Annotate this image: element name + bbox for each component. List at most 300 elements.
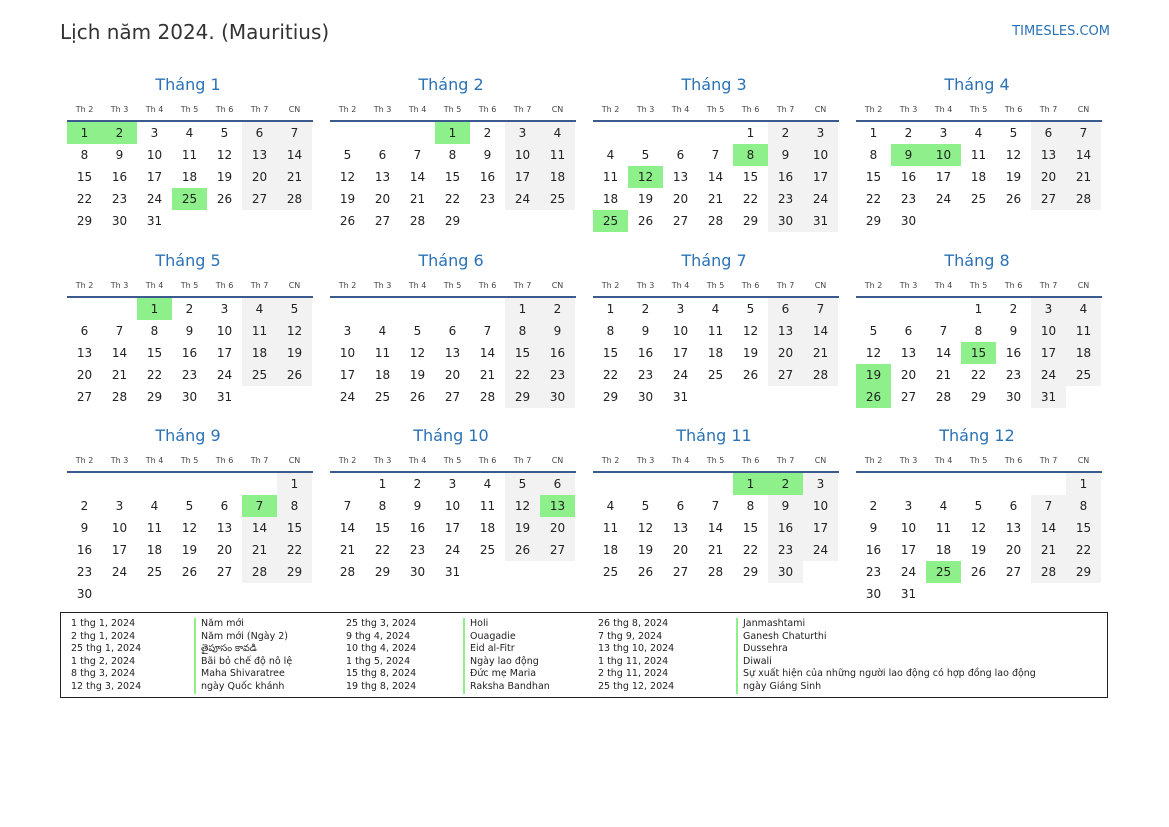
day-cell: 24 xyxy=(803,188,838,210)
legend-date: 13 thg 10, 2024 xyxy=(598,643,675,655)
day-cell: 29 xyxy=(1066,561,1101,583)
empty-cell xyxy=(330,473,365,495)
day-cell: 20 xyxy=(672,192,689,206)
day-cell: 25 xyxy=(602,565,619,579)
day-cell: 15 xyxy=(277,517,312,539)
day-cell: 6 xyxy=(242,122,277,144)
day-cell: 5 xyxy=(641,148,650,162)
day-cell: 17 xyxy=(505,166,540,188)
day-cell: 8 xyxy=(606,324,615,338)
empty-cell xyxy=(593,122,628,144)
day-cell: 6 xyxy=(220,499,229,513)
day-grid xyxy=(67,298,313,408)
legend-names-2 xyxy=(463,618,550,694)
legend-names-3 xyxy=(736,618,1036,694)
legend-date: 19 thg 8, 2024 xyxy=(346,680,417,692)
day-cell: 31 xyxy=(146,214,163,228)
weekday-label: Th 2 xyxy=(601,456,620,465)
month-7 xyxy=(593,250,839,408)
day-cell: 7 xyxy=(277,122,312,144)
weekday-label: CN xyxy=(551,105,564,114)
day-cell: 31 xyxy=(216,390,233,404)
weekday-header xyxy=(856,276,1102,298)
weekday-label: Th 3 xyxy=(636,456,655,465)
weekday-label: Th 7 xyxy=(776,281,795,290)
day-cell: 2 xyxy=(413,477,422,491)
weekday-label: Th 6 xyxy=(1004,105,1023,114)
month-name: Tháng 3 xyxy=(681,75,747,94)
weekday-header xyxy=(67,100,313,122)
day-cell: 5 xyxy=(185,499,194,513)
day-cell: 19 xyxy=(277,342,312,364)
weekday-label: Th 4 xyxy=(934,281,953,290)
month-name: Tháng 10 xyxy=(413,426,489,445)
weekday-header xyxy=(593,451,839,473)
day-cell: 11 xyxy=(602,521,619,535)
day-cell: 19 xyxy=(409,368,426,382)
day-grid xyxy=(593,122,839,232)
day-cell: 5 xyxy=(505,473,540,495)
day-cell: 18 xyxy=(970,170,987,184)
day-grid xyxy=(856,122,1102,232)
day-cell: 23 xyxy=(111,192,128,206)
day-cell: 15 xyxy=(742,170,759,184)
month-name: Tháng 8 xyxy=(944,251,1010,270)
day-cell: 2 xyxy=(80,499,89,513)
weekday-label: Th 6 xyxy=(741,281,760,290)
holiday-day-cell: 26 xyxy=(856,386,891,408)
day-cell: 14 xyxy=(1031,517,1066,539)
weekday-label: Th 2 xyxy=(601,281,620,290)
page-title: Lịch năm 2024. (Mauritius) xyxy=(60,20,330,44)
day-cell: 16 xyxy=(540,342,575,364)
day-cell: 4 xyxy=(150,499,159,513)
day-cell: 17 xyxy=(672,346,689,360)
legend-date: 2 thg 1, 2024 xyxy=(71,630,136,642)
month-name: Tháng 12 xyxy=(939,426,1015,445)
legend-date: 1 thg 1, 2024 xyxy=(71,618,136,629)
day-cell: 22 xyxy=(374,543,391,557)
day-cell: 21 xyxy=(409,192,426,206)
day-cell: 14 xyxy=(707,170,724,184)
day-cell: 6 xyxy=(80,324,89,338)
day-cell: 7 xyxy=(711,148,720,162)
day-cell: 10 xyxy=(1031,320,1066,342)
day-cell: 8 xyxy=(974,324,983,338)
day-cell: 16 xyxy=(900,170,917,184)
day-cell: 9 xyxy=(768,144,803,166)
holiday-day-cell: 1 xyxy=(435,122,470,144)
holiday-day-cell: 25 xyxy=(926,561,961,583)
day-cell: 26 xyxy=(970,565,987,579)
legend-date: 1 thg 5, 2024 xyxy=(346,655,411,667)
empty-cell xyxy=(856,298,891,320)
day-cell: 5 xyxy=(641,499,650,513)
day-cell: 13 xyxy=(76,346,93,360)
day-cell: 28 xyxy=(707,565,724,579)
day-cell: 29 xyxy=(865,214,882,228)
weekday-label: Th 7 xyxy=(513,456,532,465)
legend-holiday-name: Đức mẹ Maria xyxy=(463,668,550,681)
day-cell: 16 xyxy=(181,346,198,360)
day-cell: 7 xyxy=(343,499,352,513)
holiday-day-cell: 25 xyxy=(172,188,207,210)
month-name: Tháng 11 xyxy=(676,426,752,445)
month-8 xyxy=(856,250,1102,408)
day-cell: 20 xyxy=(900,368,917,382)
day-cell: 20 xyxy=(540,517,575,539)
day-cell: 9 xyxy=(185,324,194,338)
weekday-label: Th 6 xyxy=(478,456,497,465)
day-cell: 8 xyxy=(1066,495,1101,517)
day-grid xyxy=(67,122,313,232)
day-cell: 19 xyxy=(970,543,987,557)
weekday-header xyxy=(330,276,576,298)
weekday-header xyxy=(330,100,576,122)
weekday-header xyxy=(856,451,1102,473)
day-cell: 27 xyxy=(242,188,277,210)
empty-cell xyxy=(400,298,435,320)
day-cell: 28 xyxy=(707,214,724,228)
legend-holiday-name: Năm mới (Ngày 2) xyxy=(194,631,292,644)
empty-cell xyxy=(330,122,365,144)
day-cell: 16 xyxy=(865,543,882,557)
day-cell: 9 xyxy=(768,495,803,517)
day-cell: 26 xyxy=(1005,192,1022,206)
empty-cell xyxy=(698,473,733,495)
weekday-label: Th 4 xyxy=(145,105,164,114)
day-cell: 6 xyxy=(448,324,457,338)
day-cell: 7 xyxy=(483,324,492,338)
day-cell: 23 xyxy=(479,192,496,206)
legend-dates-1 xyxy=(71,618,141,694)
weekday-header xyxy=(856,100,1102,122)
legend-date: 25 thg 12, 2024 xyxy=(598,680,675,692)
day-cell: 17 xyxy=(111,543,128,557)
day-cell: 5 xyxy=(869,324,878,338)
month-4 xyxy=(856,74,1102,232)
weekday-label: Th 4 xyxy=(145,281,164,290)
weekday-label: CN xyxy=(288,105,301,114)
day-cell: 4 xyxy=(711,302,720,316)
day-cell: 6 xyxy=(540,473,575,495)
day-cell: 15 xyxy=(505,342,540,364)
day-cell: 25 xyxy=(540,188,575,210)
weekday-label: CN xyxy=(1077,281,1090,290)
weekday-label: Th 6 xyxy=(215,281,234,290)
weekday-label: Th 6 xyxy=(478,281,497,290)
month-2 xyxy=(330,74,576,232)
day-cell: 5 xyxy=(277,298,312,320)
day-cell: 17 xyxy=(900,543,917,557)
day-cell: 23 xyxy=(768,539,803,561)
day-grid xyxy=(856,473,1102,605)
day-cell: 18 xyxy=(242,342,277,364)
day-cell: 14 xyxy=(479,346,496,360)
legend-holiday-name: Ngày lao động xyxy=(463,656,550,669)
weekday-label: Th 2 xyxy=(75,456,94,465)
legend-holiday-name: Janmashtami xyxy=(736,618,1036,631)
empty-cell xyxy=(435,298,470,320)
legend-date: 15 thg 8, 2024 xyxy=(346,668,417,680)
day-cell: 9 xyxy=(641,324,650,338)
legend-date: 9 thg 4, 2024 xyxy=(346,630,411,642)
month-3 xyxy=(593,74,839,232)
month-5 xyxy=(67,250,313,408)
site-link[interactable]: TIMESLES.COM xyxy=(1012,24,1110,39)
day-cell: 3 xyxy=(115,499,124,513)
day-cell: 24 xyxy=(146,192,163,206)
day-cell: 22 xyxy=(146,368,163,382)
holiday-day-cell: 10 xyxy=(926,144,961,166)
weekday-label: Th 6 xyxy=(741,105,760,114)
day-cell: 29 xyxy=(970,390,987,404)
weekday-label: Th 7 xyxy=(250,105,269,114)
day-cell: 22 xyxy=(602,368,619,382)
day-cell: 31 xyxy=(1031,386,1066,408)
day-cell: 22 xyxy=(505,364,540,386)
day-cell: 2 xyxy=(641,302,650,316)
day-cell: 17 xyxy=(803,166,838,188)
day-cell: 13 xyxy=(374,170,391,184)
legend-dates-2 xyxy=(346,618,416,694)
day-cell: 7 xyxy=(1066,122,1101,144)
weekday-header xyxy=(67,276,313,298)
legend-date: 2 thg 11, 2024 xyxy=(598,668,669,680)
weekday-label: Th 2 xyxy=(864,105,883,114)
weekday-label: Th 3 xyxy=(899,456,918,465)
day-cell: 20 xyxy=(1005,543,1022,557)
day-cell: 7 xyxy=(115,324,124,338)
day-cell: 1 xyxy=(746,126,755,140)
day-cell: 3 xyxy=(343,324,352,338)
day-cell: 25 xyxy=(479,543,496,557)
empty-cell xyxy=(891,473,926,495)
day-cell: 18 xyxy=(374,368,391,382)
day-cell: 17 xyxy=(146,170,163,184)
empty-cell xyxy=(698,122,733,144)
weekday-label: Th 7 xyxy=(1039,105,1058,114)
day-cell: 19 xyxy=(742,346,759,360)
day-cell: 27 xyxy=(216,565,233,579)
day-cell: 27 xyxy=(768,364,803,386)
day-cell: 29 xyxy=(742,214,759,228)
day-cell: 21 xyxy=(479,368,496,382)
day-cell: 20 xyxy=(1031,166,1066,188)
day-cell: 19 xyxy=(1005,170,1022,184)
day-cell: 13 xyxy=(1031,144,1066,166)
day-cell: 29 xyxy=(277,561,312,583)
day-cell: 13 xyxy=(444,346,461,360)
day-cell: 4 xyxy=(606,148,615,162)
empty-cell xyxy=(102,473,137,495)
weekday-label: Th 4 xyxy=(671,105,690,114)
day-cell: 24 xyxy=(111,565,128,579)
day-cell: 8 xyxy=(448,148,457,162)
day-cell: 3 xyxy=(904,499,913,513)
legend-holiday-name: Diwali xyxy=(736,656,1036,669)
day-cell: 14 xyxy=(935,346,952,360)
day-cell: 26 xyxy=(505,539,540,561)
weekday-label: Th 3 xyxy=(636,105,655,114)
empty-cell xyxy=(593,473,628,495)
holiday-day-cell: 1 xyxy=(733,473,768,495)
day-cell: 3 xyxy=(150,126,159,140)
day-cell: 9 xyxy=(869,521,878,535)
day-cell: 20 xyxy=(672,543,689,557)
month-1 xyxy=(67,74,313,232)
day-cell: 5 xyxy=(343,148,352,162)
day-cell: 14 xyxy=(111,346,128,360)
month-9 xyxy=(67,425,313,605)
day-cell: 5 xyxy=(413,324,422,338)
weekday-label: CN xyxy=(814,456,827,465)
day-cell: 30 xyxy=(637,390,654,404)
holiday-day-cell: 19 xyxy=(856,364,891,386)
day-cell: 28 xyxy=(803,364,838,386)
weekday-label: Th 5 xyxy=(443,456,462,465)
day-cell: 11 xyxy=(181,148,198,162)
weekday-label: CN xyxy=(551,456,564,465)
day-cell: 25 xyxy=(1066,364,1101,386)
day-cell: 1 xyxy=(606,302,615,316)
day-cell: 4 xyxy=(1066,298,1101,320)
day-cell: 15 xyxy=(742,521,759,535)
day-cell: 10 xyxy=(803,495,838,517)
day-cell: 28 xyxy=(409,214,426,228)
day-cell: 27 xyxy=(374,214,391,228)
empty-cell xyxy=(628,473,663,495)
weekday-label: CN xyxy=(814,105,827,114)
day-cell: 10 xyxy=(216,324,233,338)
holiday-day-cell: 13 xyxy=(540,495,575,517)
day-cell: 23 xyxy=(865,565,882,579)
day-cell: 28 xyxy=(111,390,128,404)
day-cell: 24 xyxy=(505,188,540,210)
day-cell: 3 xyxy=(448,477,457,491)
day-cell: 23 xyxy=(76,565,93,579)
day-cell: 3 xyxy=(220,302,229,316)
empty-cell xyxy=(67,298,102,320)
day-grid xyxy=(856,298,1102,408)
day-cell: 10 xyxy=(803,144,838,166)
empty-cell xyxy=(400,122,435,144)
weekday-label: Th 5 xyxy=(706,456,725,465)
day-cell: 22 xyxy=(76,192,93,206)
day-cell: 22 xyxy=(742,192,759,206)
weekday-label: Th 3 xyxy=(636,281,655,290)
day-cell: 21 xyxy=(242,539,277,561)
day-cell: 17 xyxy=(216,346,233,360)
day-cell: 16 xyxy=(768,166,803,188)
day-cell: 2 xyxy=(1009,302,1018,316)
day-cell: 17 xyxy=(803,517,838,539)
weekday-label: Th 3 xyxy=(899,105,918,114)
day-cell: 15 xyxy=(865,170,882,184)
day-cell: 12 xyxy=(742,324,759,338)
day-cell: 20 xyxy=(242,166,277,188)
day-cell: 13 xyxy=(672,521,689,535)
weekday-label: Th 5 xyxy=(180,281,199,290)
day-cell: 17 xyxy=(1031,342,1066,364)
legend-date: 10 thg 4, 2024 xyxy=(346,643,417,655)
weekday-label: Th 2 xyxy=(601,105,620,114)
day-cell: 18 xyxy=(935,543,952,557)
empty-cell xyxy=(628,122,663,144)
day-cell: 23 xyxy=(637,368,654,382)
legend-date: 8 thg 3, 2024 xyxy=(71,668,136,680)
day-cell: 18 xyxy=(602,543,619,557)
day-cell: 30 xyxy=(1005,390,1022,404)
weekday-label: Th 5 xyxy=(969,456,988,465)
day-cell: 5 xyxy=(974,499,983,513)
weekday-label: Th 5 xyxy=(180,456,199,465)
day-cell: 26 xyxy=(339,214,356,228)
day-cell: 9 xyxy=(540,320,575,342)
day-cell: 17 xyxy=(339,368,356,382)
day-cell: 28 xyxy=(935,390,952,404)
day-cell: 5 xyxy=(746,302,755,316)
day-cell: 10 xyxy=(111,521,128,535)
day-cell: 4 xyxy=(939,499,948,513)
weekday-label: Th 3 xyxy=(110,456,129,465)
weekday-label: Th 5 xyxy=(706,281,725,290)
day-cell: 27 xyxy=(1005,565,1022,579)
day-cell: 26 xyxy=(181,565,198,579)
empty-cell xyxy=(67,473,102,495)
holiday-day-cell: 8 xyxy=(733,144,768,166)
day-cell: 18 xyxy=(1066,342,1101,364)
day-cell: 9 xyxy=(115,148,124,162)
day-cell: 18 xyxy=(146,543,163,557)
day-cell: 7 xyxy=(1031,495,1066,517)
day-cell: 14 xyxy=(339,521,356,535)
legend-date: 7 thg 9, 2024 xyxy=(598,630,663,642)
day-cell: 17 xyxy=(935,170,952,184)
day-cell: 22 xyxy=(444,192,461,206)
day-cell: 2 xyxy=(483,126,492,140)
legend-holiday-name: తైపూసం కావడి xyxy=(194,643,292,656)
weekday-header xyxy=(593,100,839,122)
day-cell: 29 xyxy=(444,214,461,228)
month-name: Tháng 2 xyxy=(418,75,484,94)
day-cell: 12 xyxy=(181,521,198,535)
legend-holiday-name: ngày Quốc khánh xyxy=(194,681,292,694)
day-cell: 26 xyxy=(277,364,312,386)
holiday-day-cell: 2 xyxy=(102,122,137,144)
day-cell: 8 xyxy=(80,148,89,162)
weekday-label: Th 7 xyxy=(513,281,532,290)
day-cell: 30 xyxy=(540,386,575,408)
day-cell: 8 xyxy=(505,320,540,342)
day-cell: 4 xyxy=(242,298,277,320)
day-cell: 16 xyxy=(76,543,93,557)
empty-cell xyxy=(926,473,961,495)
day-cell: 27 xyxy=(672,214,689,228)
day-cell: 27 xyxy=(76,390,93,404)
day-cell: 29 xyxy=(602,390,619,404)
month-10 xyxy=(330,425,576,583)
day-cell: 9 xyxy=(413,499,422,513)
day-cell: 4 xyxy=(378,324,387,338)
day-cell: 11 xyxy=(242,320,277,342)
weekday-label: Th 5 xyxy=(443,105,462,114)
day-cell: 21 xyxy=(339,543,356,557)
holiday-day-cell: 1 xyxy=(67,122,102,144)
day-cell: 7 xyxy=(413,148,422,162)
day-cell: 21 xyxy=(803,342,838,364)
day-cell: 11 xyxy=(935,521,952,535)
